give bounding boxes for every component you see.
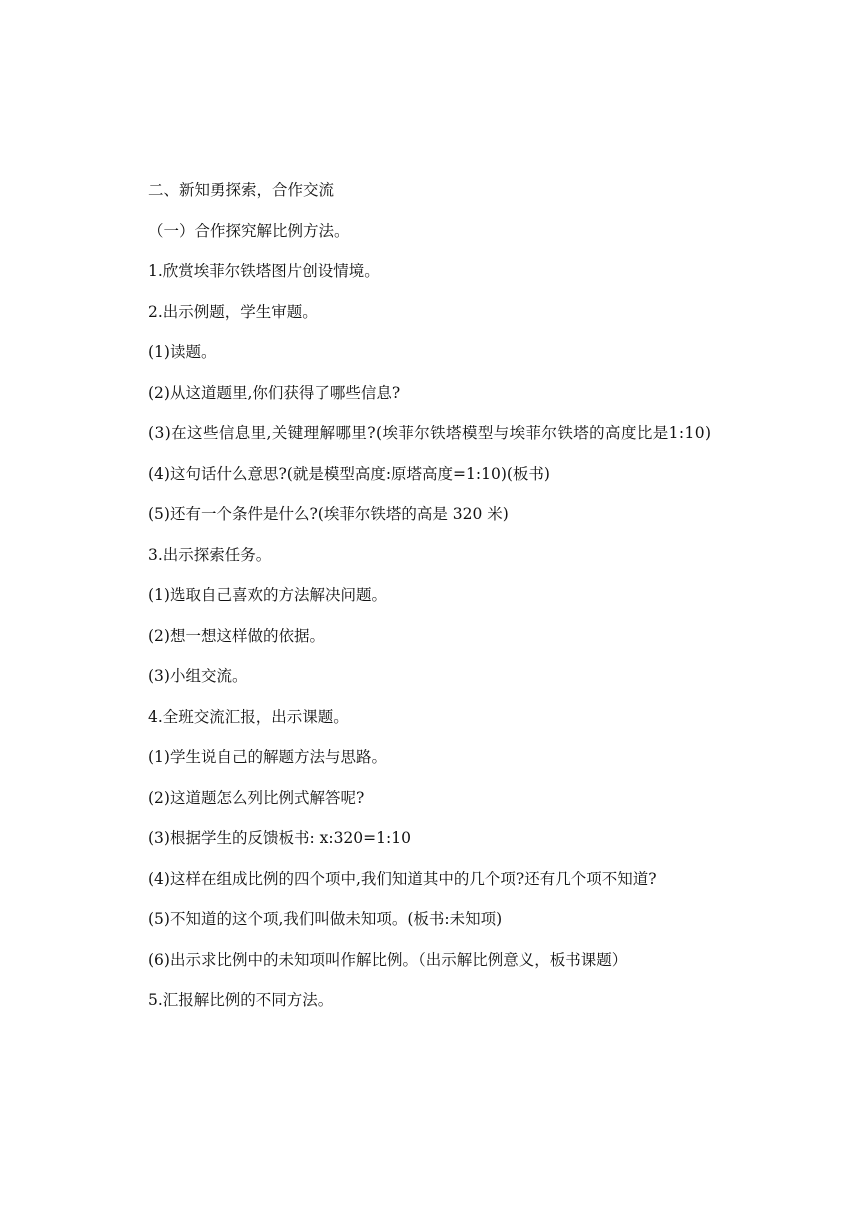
paragraph: (3)在这些信息里,关键理解哪里?(埃菲尔铁塔模型与埃菲尔铁塔的高度比是1:10) xyxy=(148,424,712,442)
paragraph: (4)这句话什么意思?(就是模型高度:原塔高度=1:10)(板书) xyxy=(148,464,550,483)
section-heading: 二、新知勇探索，合作交流 xyxy=(148,181,335,199)
paragraph: (2)从这道题里,你们获得了哪些信息? xyxy=(148,383,401,402)
paragraph: (1)选取自己喜欢的方法解决问题。 xyxy=(148,586,387,604)
paragraph: 1.欣赏埃菲尔铁塔图片创设情境。 xyxy=(148,262,380,280)
paragraph: 5.汇报解比例的不同方法。 xyxy=(148,991,334,1009)
paragraph: (2)想一想这样做的依据。 xyxy=(148,626,325,645)
paragraph: (1)读题。 xyxy=(148,343,217,361)
paragraph: (2)这道题怎么列比例式解答呢? xyxy=(148,788,365,807)
paragraph: (5)不知道的这个项,我们叫做未知项。(板书:未知项) xyxy=(148,910,503,928)
paragraph: (1)学生说自己的解题方法与思路。 xyxy=(148,748,387,766)
paragraph: (3)根据学生的反馈板书: x:320=1:10 xyxy=(148,829,411,847)
document-body xyxy=(115,170,765,1021)
subsection-heading: （一）合作探究解比例方法。 xyxy=(148,221,350,240)
paragraph: (4)这样在组成比例的四个项中,我们知道其中的几个项?还有几个项不知道? xyxy=(148,869,657,888)
paragraph: 2.出示例题，学生审题。 xyxy=(148,302,318,321)
paragraph: (5)还有一个条件是什么?(埃菲尔铁塔的高是 320 米) xyxy=(148,505,509,523)
paragraph: 3.出示探索任务。 xyxy=(148,545,272,564)
paragraph: (6)出示求比例中的未知项叫作解比例。（出示解比例意义，板书课题） xyxy=(148,950,628,969)
paragraph: 4.全班交流汇报，出示课题。 xyxy=(148,707,349,726)
paragraph: (3)小组交流。 xyxy=(148,667,248,685)
